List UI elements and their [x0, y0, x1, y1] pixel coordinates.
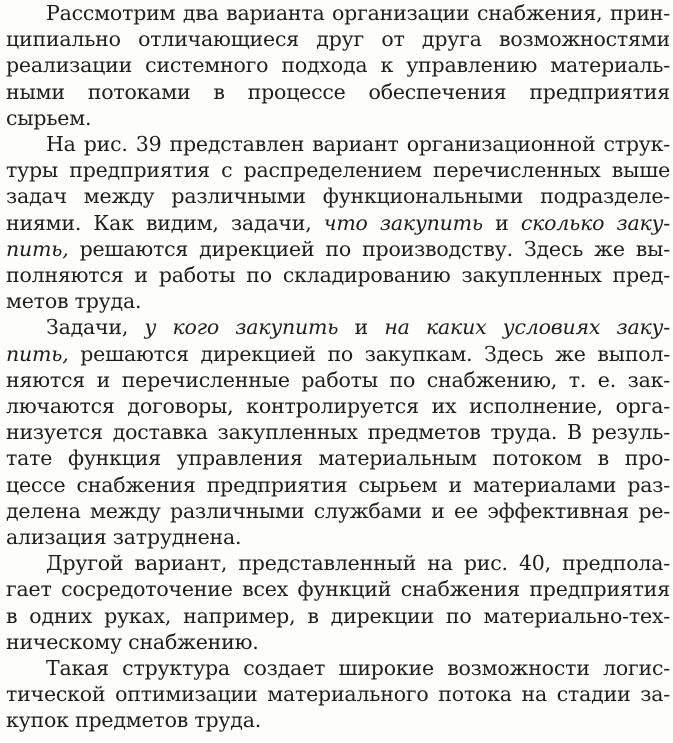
text-line: метов труда.	[6, 289, 142, 314]
text-line: тической оптимизации материального потока на стадии за-	[6, 682, 670, 707]
body-text	[6, 0, 670, 734]
text-line: Другой вариант, представленный на рис. 40, предпола-	[46, 551, 670, 576]
text-line: Такая структура создает широкие возможности логис-	[46, 656, 670, 681]
text-line: ципиально отличающиеся друг от друга возможностями	[6, 27, 670, 52]
text-line: ническому снабжению.	[6, 629, 259, 654]
text-line: Рассмотрим два варианта организации снабжения, прин-	[46, 1, 670, 25]
text-line: купок предметов труда.	[6, 708, 262, 733]
text-line: тате функция управления материальным потоком в про-	[6, 446, 670, 471]
text-line: реализации системного подхода к управлению материаль-	[6, 53, 670, 78]
text-line: гает сосредоточение всех функций снабжения предприятия	[6, 577, 670, 602]
text-line: ными потоками в процессе обеспечения предприятия	[6, 79, 670, 104]
text-line: делена между различными службами и ее эффективная ре-	[6, 498, 670, 523]
paragraph-3	[6, 314, 670, 550]
text-line: ниями. Как видим, задачи, что закупить и сколько заку-	[6, 210, 670, 235]
paragraph-5	[6, 655, 670, 734]
paragraph-4	[6, 550, 670, 655]
text-line: в одних руках, например, в дирекции по материально-тех-	[6, 603, 670, 628]
text-line: ализация затруднена.	[6, 525, 242, 550]
text-line: пить, решаются дирекцией по производству. Здесь же вы-	[6, 236, 670, 261]
text-line: туры предприятия с распределением перечисленных выше	[6, 158, 670, 183]
text-line: задач между различными функциональными подразделе-	[6, 184, 670, 209]
text-line: сырьем.	[6, 105, 92, 130]
text-line: Задачи, у кого закупить и на каких условиях заку-	[46, 315, 670, 340]
text-line: низуется доставка закупленных предметов труда. В резуль-	[6, 420, 670, 445]
text-line: На рис. 39 представлен вариант организационной струк-	[46, 132, 670, 157]
text-line: пить, решаются дирекцией по закупкам. Здесь же выпол-	[6, 341, 670, 366]
paragraph-1	[6, 0, 670, 131]
text-line: лючаются договоры, контролируется их исполнение, орга-	[6, 394, 670, 419]
text-line: няются и перечисленные работы по снабжению, т. е. зак-	[6, 367, 670, 392]
text-line: цессе снабжения предприятия сырьем и материалами раз-	[6, 472, 670, 497]
text-line: полняются и работы по складированию закупленных пред-	[6, 263, 670, 288]
paragraph-2	[6, 131, 670, 314]
